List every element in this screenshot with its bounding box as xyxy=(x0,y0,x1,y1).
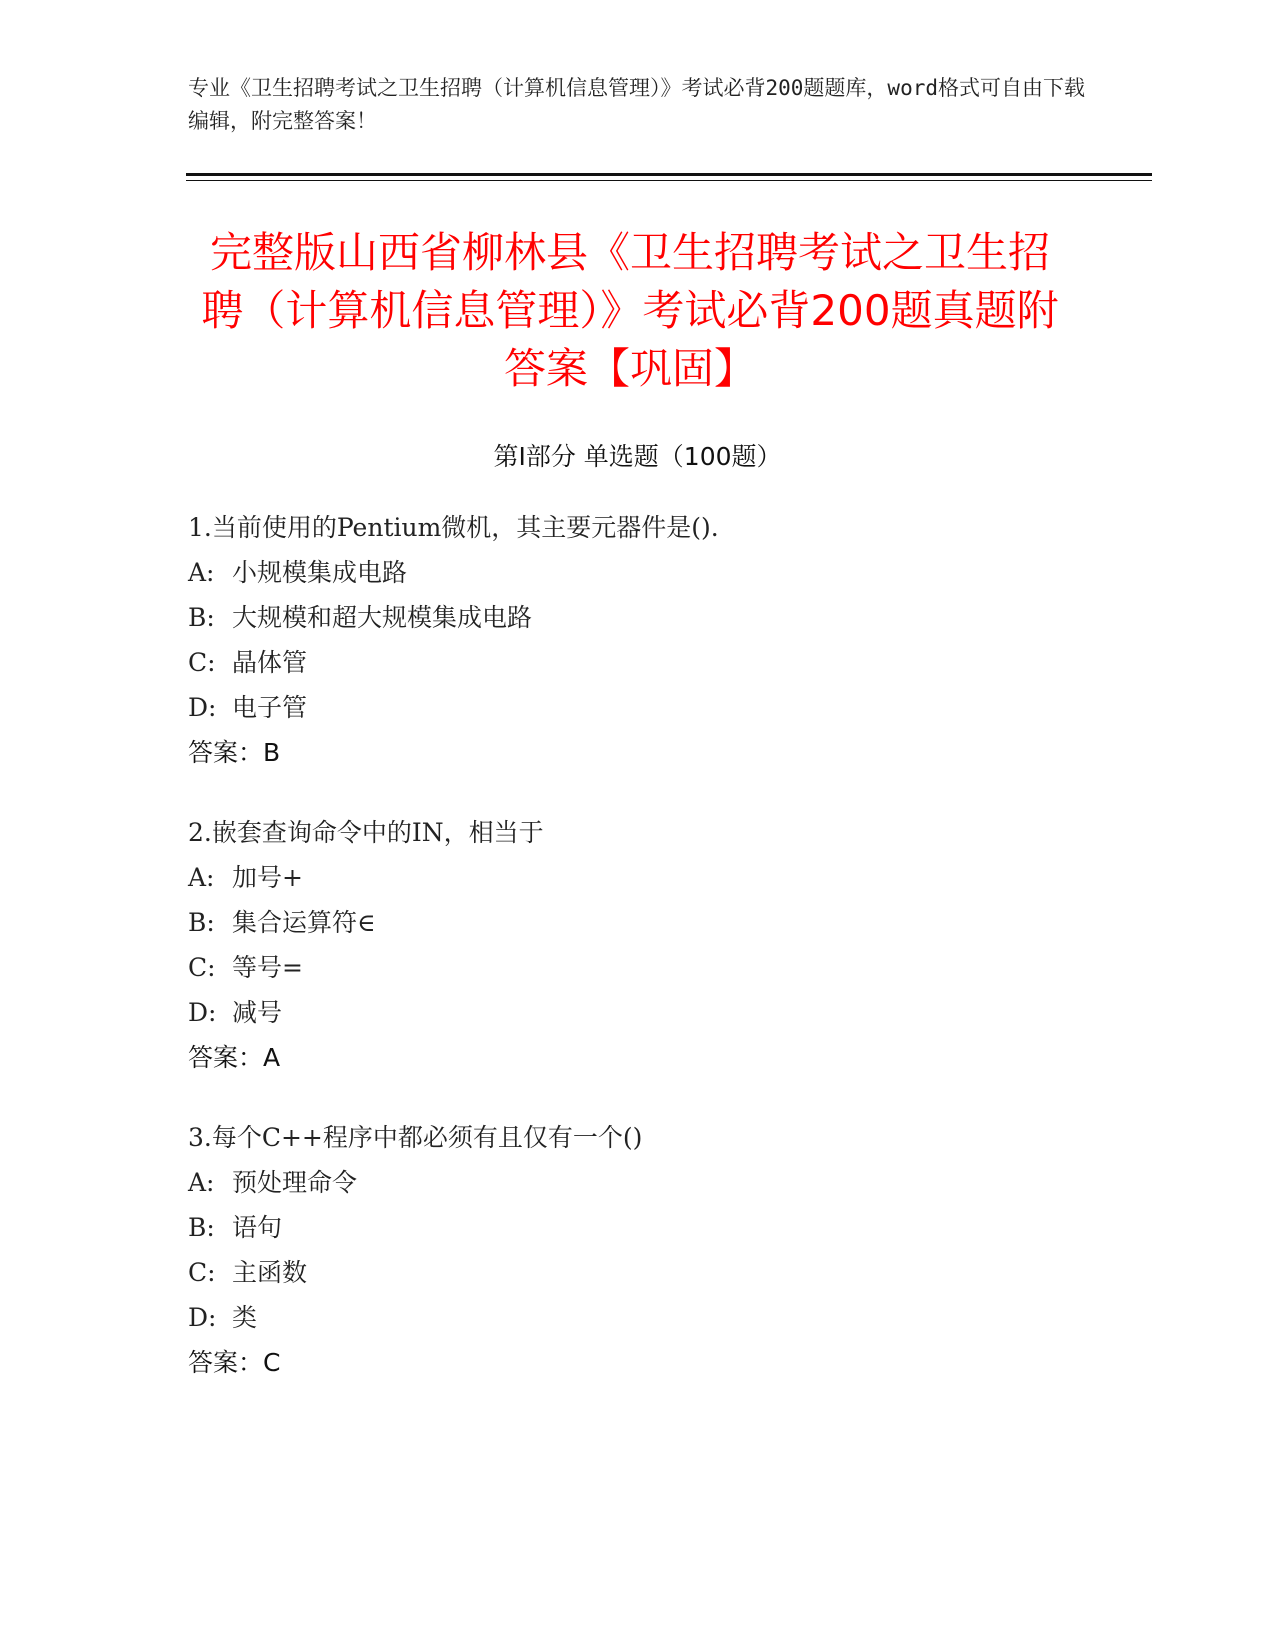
option-text: 加号+ xyxy=(232,863,303,892)
question-block xyxy=(188,505,1188,775)
option-key: D: xyxy=(188,693,217,722)
option-c xyxy=(188,945,1188,990)
option-key: A: xyxy=(188,1168,215,1197)
question-block xyxy=(188,810,1188,1080)
question-stem: 3.每个C++程序中都必须有且仅有一个() xyxy=(188,1123,643,1152)
option-b xyxy=(188,1205,1188,1250)
option-d xyxy=(188,990,1188,1035)
option-key: C: xyxy=(188,1258,216,1287)
option-key: A: xyxy=(188,558,215,587)
option-a xyxy=(188,1160,1188,1205)
section-title: 第Ⅰ部分 单选题（100题） xyxy=(493,442,782,471)
option-c xyxy=(188,1250,1188,1295)
option-b xyxy=(188,900,1188,945)
option-text: 类 xyxy=(232,1303,258,1332)
option-a xyxy=(188,855,1188,900)
question-block xyxy=(188,1115,1188,1385)
option-key: C: xyxy=(188,648,216,677)
document-title: 完整版山西省柳林县《卫生招聘考试之卫生招聘（计算机信息管理）》考试必背200题真题附答案【巩固】 xyxy=(201,228,1059,393)
option-key: D: xyxy=(188,998,217,1027)
option-key: D: xyxy=(188,1303,217,1332)
question-stem: 1.当前使用的Pentium微机，其主要元器件是(). xyxy=(188,513,719,542)
option-key: A: xyxy=(188,863,215,892)
option-text: 集合运算符∈ xyxy=(232,908,376,937)
option-text: 大规模和超大规模集成电路 xyxy=(232,603,533,632)
option-text: 电子管 xyxy=(232,693,308,722)
header-divider xyxy=(186,173,1152,176)
option-c xyxy=(188,640,1188,685)
answer-line: 答案：C xyxy=(188,1348,281,1377)
header-note: 专业《卫生招聘考试之卫生招聘（计算机信息管理）》考试必背200题题库，word格式可自由下载编辑，附完整答案！ xyxy=(188,76,1085,133)
answer-line: 答案：A xyxy=(188,1043,281,1072)
option-text: 等号= xyxy=(232,953,303,982)
option-key: B: xyxy=(188,1213,215,1242)
option-b xyxy=(188,595,1188,640)
answer-line: 答案：B xyxy=(188,738,281,767)
option-text: 晶体管 xyxy=(232,648,308,677)
option-text: 主函数 xyxy=(232,1258,308,1287)
question-stem: 2.嵌套查询命令中的IN，相当于 xyxy=(188,818,544,847)
option-key: B: xyxy=(188,603,215,632)
option-text: 预处理命令 xyxy=(232,1168,358,1197)
option-key: B: xyxy=(188,908,215,937)
option-d xyxy=(188,1295,1188,1340)
option-a xyxy=(188,550,1188,595)
option-d xyxy=(188,685,1188,730)
option-text: 小规模集成电路 xyxy=(232,558,408,587)
option-text: 减号 xyxy=(232,998,283,1027)
header-divider-thin xyxy=(186,180,1152,181)
option-text: 语句 xyxy=(232,1213,283,1242)
option-key: C: xyxy=(188,953,216,982)
